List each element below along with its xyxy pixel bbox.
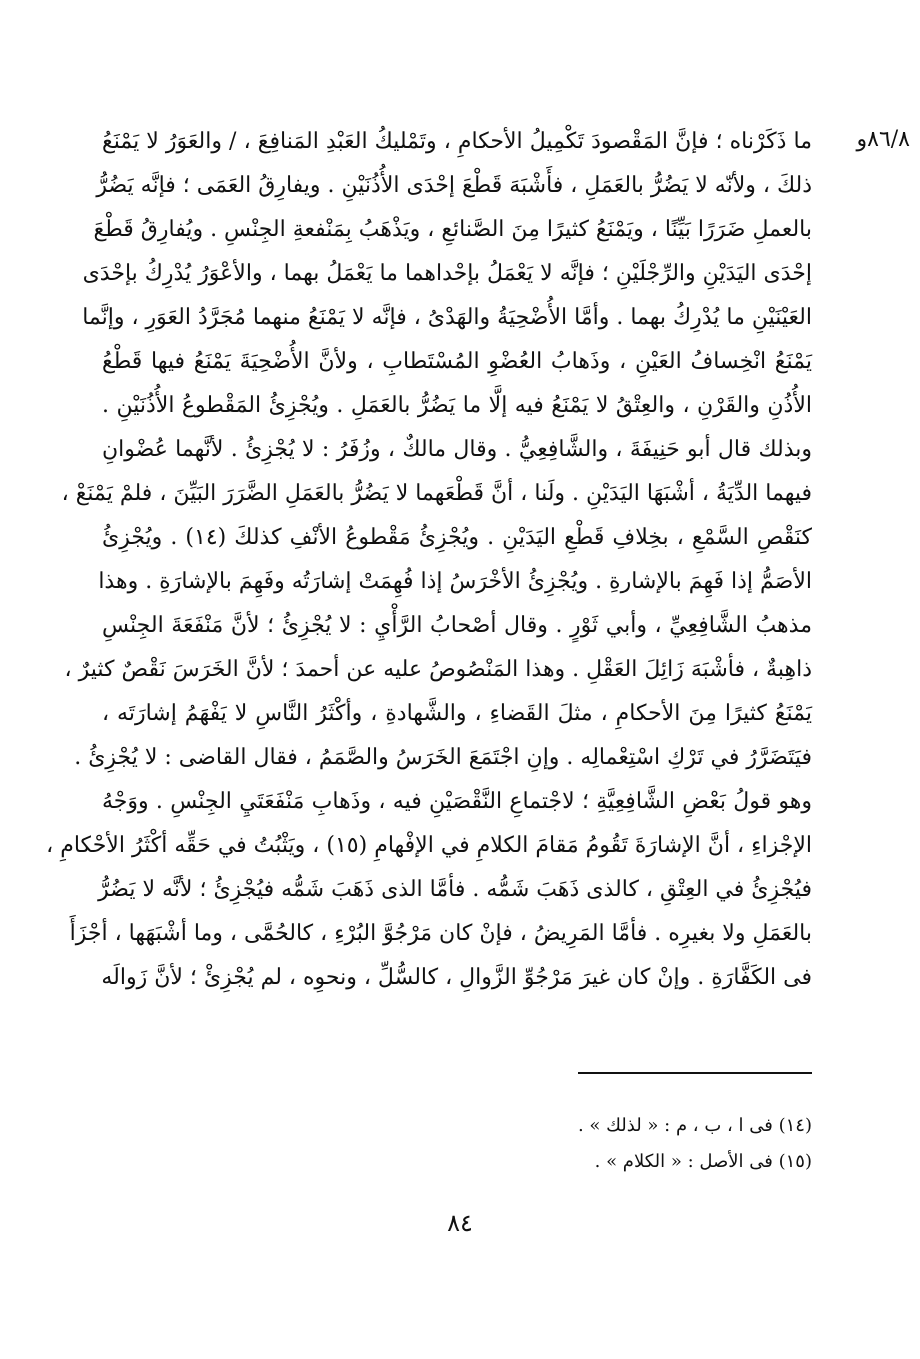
text-line: ذلكَ ، ولأنّه لا يَضُرُّ بالعَمَلِ ، فأَشْبَهَ قَطْعَ إحْدَى الأُذُنَيْنِ . ويفارِقُ العَمَى ؛ فإنَّه يَضُرُّ: [96, 173, 812, 198]
text-line: الأُذُنِ والقَرْنِ ، والعِتْقُ لا يَمْنَعُ فيه إلَّا ما يَضُرُّ بالعَمَلِ . ويُجْزِئُ المَقْطوعُ الأُذُنَيْنِ .: [102, 393, 812, 418]
text-line: إحْدَى اليَدَيْنِ والرِّجْلَيْنِ ؛ فإنَّه لا يَعْمَلُ بإحْداهما ما يَعْمَلُ بهما ، والأعْوَرُ يُدْرِكُ بإحْدَى: [82, 261, 812, 286]
text-line: الأصَمُّ إذا فَهِمَ بالإشارةِ . ويُجْزِئُ الأخْرَسُ إذا فُهِمَتْ إشارَتُه وفَهِمَ بالإشارَةِ . وهذا: [98, 569, 812, 594]
text-line: فيَتَضَرَّرُ في تَرْكِ اسْتِعْمالِه . وإنِ اجْتَمَعَ الخَرَسُ والصَّمَمُ ، فقال القاضى : لا يُجْزِئُ .: [74, 745, 812, 770]
footnotes: [402, 1108, 812, 1180]
page-number: ٨٤: [447, 1209, 473, 1237]
footnote-15: (١٥) فى الأصل : « الكلام » .: [594, 1151, 812, 1172]
text-line: فى الكَفَّارَةِ . وإنْ كان غيرَ مَرْجُوِّ الزَّوالِ ، كالسُّلِّ ، ونحوِه ، لم يُجْزِئْ ؛ لأنَّ زَوالَه: [101, 965, 812, 990]
footnote-14: (١٤) فى ا ، ب ، م : « لذلك » .: [577, 1115, 812, 1136]
text-line: كنَقْصِ السَّمْعِ ، بخِلافِ قَطْعِ اليَدَيْنِ . ويُجْزِئُ مَقْطوعُ الأنْفِ كذلكَ (١٤) . ويُجْزِئُ: [102, 525, 812, 550]
margin-reference: ٨٦/٨و: [856, 127, 910, 152]
text-line: الإجْزاءِ ، أنَّ الإشارَةَ تَقُومُ مَقامَ الكلامِ في الإفْهامِ (١٥) ، ويَثْبُتُ في حَقِّه أكْثَرُ الأحْكامِ ،: [46, 833, 812, 858]
text-line: العَيْنَيْنِ ما يُدْرِكُ بهما . وأمَّا الأُضْحِيَةُ والهَدْىُ ، فإنَّه لا يَمْنَعُ منهما مُجَرَّدُ العَوَرِ ، وإنَّما: [82, 305, 812, 330]
text-line: يَمْنَعُ انْخِسافُ العَيْنِ ، وذَهابُ العُضْوِ المُسْتَطابِ ، ولأنَّ الأُضْحِيَةَ يَمْنَعُ فيها قَطْعُ: [102, 349, 812, 374]
main-text: [46, 120, 812, 1000]
text-line: فيُجْزِئُ في العِتْقِ ، كالذى ذَهَبَ شَمُّه . فأمَّا الذى ذَهَبَ شَمُّه فيُجْزِئُ ؛ لأنَّه لا يَضُرُّ: [98, 877, 812, 902]
text-line: يَمْنَعُ كثيرًا مِنَ الأحكامِ ، مثلَ القَضاءِ ، والشَّهادةِ ، وأكْثَرُ النَّاسِ لا يَفْهَمُ إشارَتَه ،: [102, 701, 812, 726]
text-line: ما ذَكَرْناه ؛ فإنَّ المَقْصودَ تَكْمِيلُ الأحكامِ ، وتَمْليكُ العَبْدِ المَنافِعَ ، / والعَوَرُ لا يَمْنَعُ: [102, 129, 812, 154]
text-line: وهو قولُ بَعْضِ الشَّافِعِيَّةِ ؛ لاجْتماعِ النَّقْصَيْنِ فيه ، وذَهابِ مَنْفَعَتَيِ الجِنْسِ . ووَجْهُ: [102, 789, 812, 814]
text-line: بالعَمَلِ ولا بغيرِه . فأمَّا المَرِيضُ ، فإنْ كان مَرْجُوَّ البُرْءِ ، كالحُمَّى ، وما أشْبَهَها ، أجْزَأَ: [69, 921, 812, 946]
text-line: وبذلك قال أبو حَنِيفَةَ ، والشَّافِعِيُّ . وقال مالكٌ ، وزُفَرُ : لا يُجْزِئُ . لأنَّهما عُضْوانِ: [102, 437, 812, 462]
text-line: بالعملِ ضَرَرًا بَيِّنًا ، ويَمْنَعُ كثيرًا مِنَ الصَّنائعِ ، ويَذْهَبُ بِمَنْفعةِ الجِنْسِ . ويُفارِقُ قَطْعَ: [93, 217, 812, 242]
text-line: ذاهِبةٌ ، فأشْبَهَ زَائِلَ العَقْلِ . وهذا المَنْصُوصُ عليه عن أحمدَ ؛ لأنَّ الخَرَسَ نَقْصٌ كثيرٌ ،: [64, 657, 812, 682]
text-line: فيهما الدِّيَةُ ، أشْبَهَا اليَدَيْنِ . ولَنا ، أنَّ قَطْعَهما لا يَضُرُّ بالعَمَلِ الضَّرَرَ البَيِّنَ ، فلمْ يَمْنَعْ ،: [61, 481, 812, 506]
text-line: مذهبُ الشَّافِعِيِّ ، وأبي ثَوْرٍ . وقال أصْحابُ الرَّأْيِ : لا يُجْزِئُ ؛ لأنَّ مَنْفَعَةَ الجِنْسِ: [102, 613, 812, 638]
footnote-separator: [578, 1072, 812, 1074]
